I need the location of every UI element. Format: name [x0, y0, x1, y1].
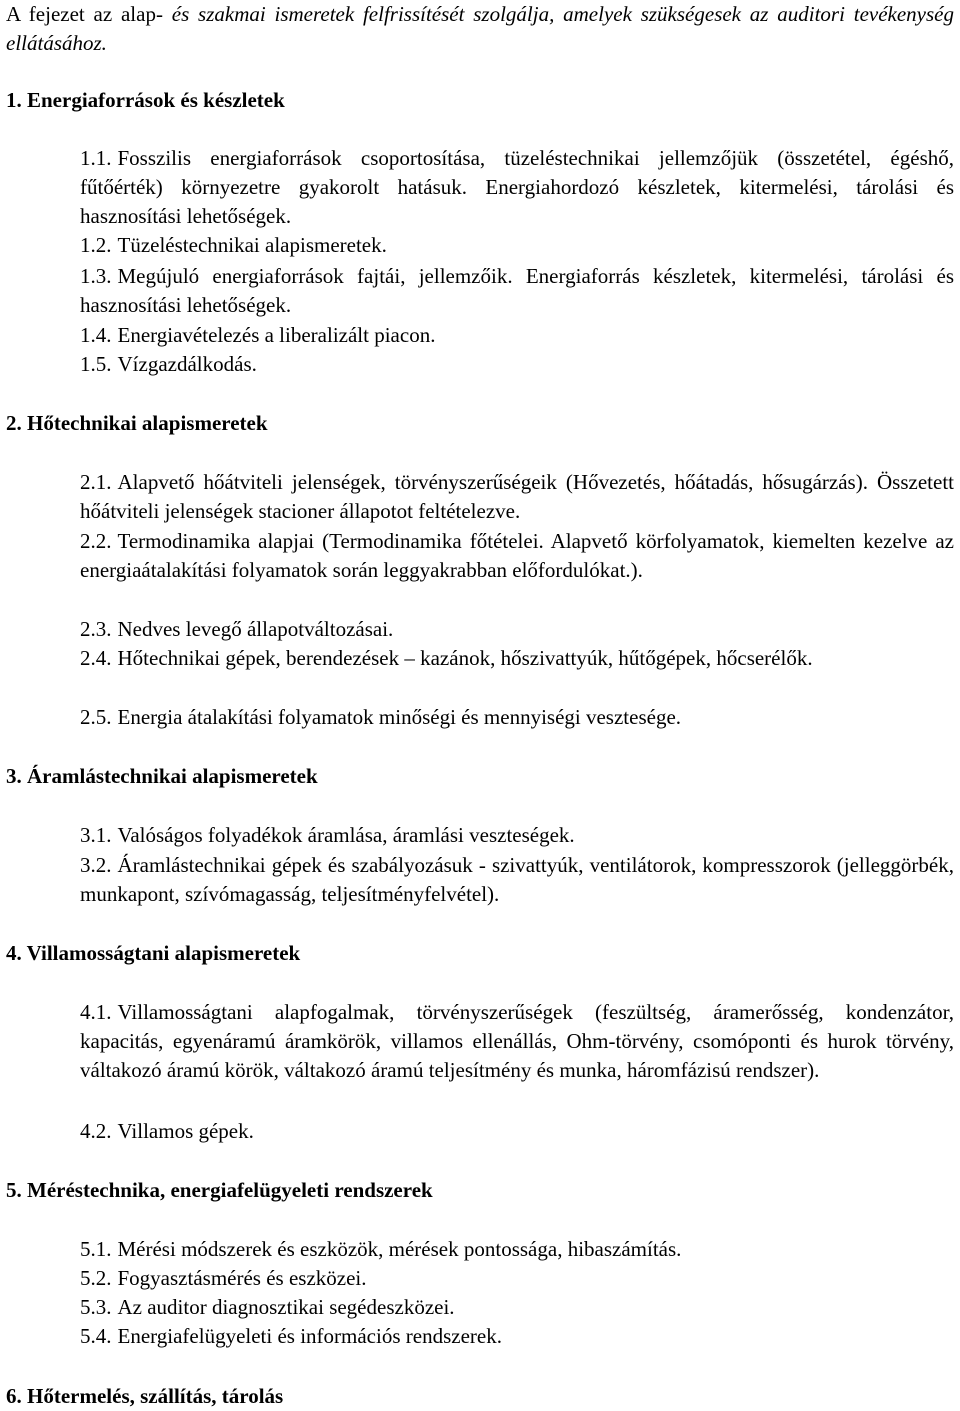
item-text: Tüzeléstechnikai alapismeretek.: [117, 233, 387, 257]
item-number: 5.1.: [80, 1237, 112, 1261]
item-number: 5.3.: [80, 1295, 112, 1319]
list-item-2-3: [80, 615, 954, 644]
item-number: 4.2.: [80, 1119, 112, 1143]
section-heading-1: 1. Energiaforrások és készletek: [6, 88, 285, 112]
item-text: Nedves levegő állapotváltozásai.: [117, 617, 394, 641]
item-number: 2.4.: [80, 646, 112, 670]
item-text: Az auditor diagnosztikai segédeszközei.: [117, 1295, 455, 1319]
list-item-3-2: [80, 851, 954, 909]
intro-paragraph: [6, 0, 954, 58]
list-item-4-1: [80, 998, 954, 1085]
item-number: 1.5.: [80, 352, 112, 376]
list-item-4-2: [80, 1117, 954, 1146]
item-number: 1.2.: [80, 233, 112, 257]
item-text: Vízgazdálkodás.: [117, 352, 257, 376]
intro-italic: és szakmai ismeretek felfrissítését szolgálja, amelyek szükségesek az auditori tevékenység ellátásához.: [6, 2, 954, 55]
list-item-1-2: [80, 231, 954, 260]
list-item-1-3: [80, 262, 954, 320]
item-number: 2.1.: [80, 470, 112, 494]
item-text: Megújuló energiaforrások fajtái, jellemzőik. Energiaforrás készletek, kitermelési, tárolási és hasznosítási lehetőségek.: [80, 264, 954, 317]
list-item-2-1: [80, 468, 954, 526]
item-text: Alapvető hőátviteli jelenségek, törvényszerűségeik (Hővezetés, hőátadás, hősugárzás). Összetett hőátviteli jelenségek stacioner állapotot feltételezve.: [80, 470, 954, 523]
item-text: Villamos gépek.: [117, 1119, 254, 1143]
item-text: Fosszilis energiaforrások csoportosítása, tüzeléstechnikai jellemzőjük (összetétel, égéshő, fűtőérték) környezetre gyakorolt hatásuk. Energiahordozó készletek, kitermelési, tárolási és hasznosítási lehetőségek.: [80, 146, 954, 228]
section-heading-2: 2. Hőtechnikai alapismeretek: [6, 411, 268, 435]
item-number: 5.4.: [80, 1324, 112, 1348]
list-item-1-4: [80, 321, 954, 350]
section-heading-3: 3. Áramlástechnikai alapismeretek: [6, 764, 318, 788]
list-item-5-1: [80, 1235, 954, 1264]
list-item-5-4: [80, 1322, 954, 1351]
item-text: Villamosságtani alapfogalmak, törvényszerűségek (feszültség, áramerősség, kondenzátor, kapacitás, egyenáramú áramkörök, villamos ellenállás, Ohm-törvény, csomóponti és hurok törvény, váltakozó áramú körök, váltakozó áramú teljesítmény és munka, háromfázisú rendszer).: [80, 1000, 954, 1082]
item-number: 1.3.: [80, 264, 112, 288]
list-item-1-1: [80, 144, 954, 231]
item-text: Energiafelügyeleti és információs rendszerek.: [117, 1324, 502, 1348]
section-heading-5: 5. Méréstechnika, energiafelügyeleti rendszerek: [6, 1178, 433, 1202]
item-number: 4.1.: [80, 1000, 112, 1024]
list-item-2-2: [80, 527, 954, 585]
item-text: Fogyasztásmérés és eszközei.: [117, 1266, 367, 1290]
section-heading-4: 4. Villamosságtani alapismeretek: [6, 941, 301, 965]
item-number: 2.2.: [80, 529, 112, 553]
item-text: Energia átalakítási folyamatok minőségi és mennyiségi vesztesége.: [117, 705, 682, 729]
item-text: Mérési módszerek és eszközök, mérések pontossága, hibaszámítás.: [117, 1237, 682, 1261]
list-item-2-4: [6, 644, 954, 673]
intro-plain: A fejezet az alap-: [6, 2, 163, 26]
item-text: Energiavételezés a liberalizált piacon.: [117, 323, 436, 347]
list-item-5-3: [80, 1293, 954, 1322]
item-text: Hőtechnikai gépek, berendezések – kazánok, hőszivattyúk, hűtőgépek, hőcserélők.: [117, 646, 813, 670]
list-item-2-5: [80, 703, 954, 732]
list-item-1-5: [80, 350, 954, 379]
item-number: 3.1.: [80, 823, 112, 847]
item-text: Áramlástechnikai gépek és szabályozásuk - szivattyúk, ventilátorok, kompresszorok (jelleggörbék, munkapont, szívómagasság, teljesítményfelvétel).: [80, 853, 954, 906]
item-number: 5.2.: [80, 1266, 112, 1290]
item-number: 1.1.: [80, 146, 112, 170]
item-number: 2.3.: [80, 617, 112, 641]
section-heading-6: 6. Hőtermelés, szállítás, tárolás: [6, 1384, 284, 1408]
list-item-3-1: [80, 821, 954, 850]
list-item-5-2: [80, 1264, 954, 1293]
item-text: Valóságos folyadékok áramlása, áramlási veszteségek.: [117, 823, 575, 847]
item-number: 2.5.: [80, 705, 112, 729]
item-number: 1.4.: [80, 323, 112, 347]
item-text: Termodinamika alapjai (Termodinamika főtételei. Alapvető körfolyamatok, kiemelten kezelve az energiaátalakítási folyamatok során leggyakrabban előfordulókat.).: [80, 529, 954, 582]
item-number: 3.2.: [80, 853, 112, 877]
